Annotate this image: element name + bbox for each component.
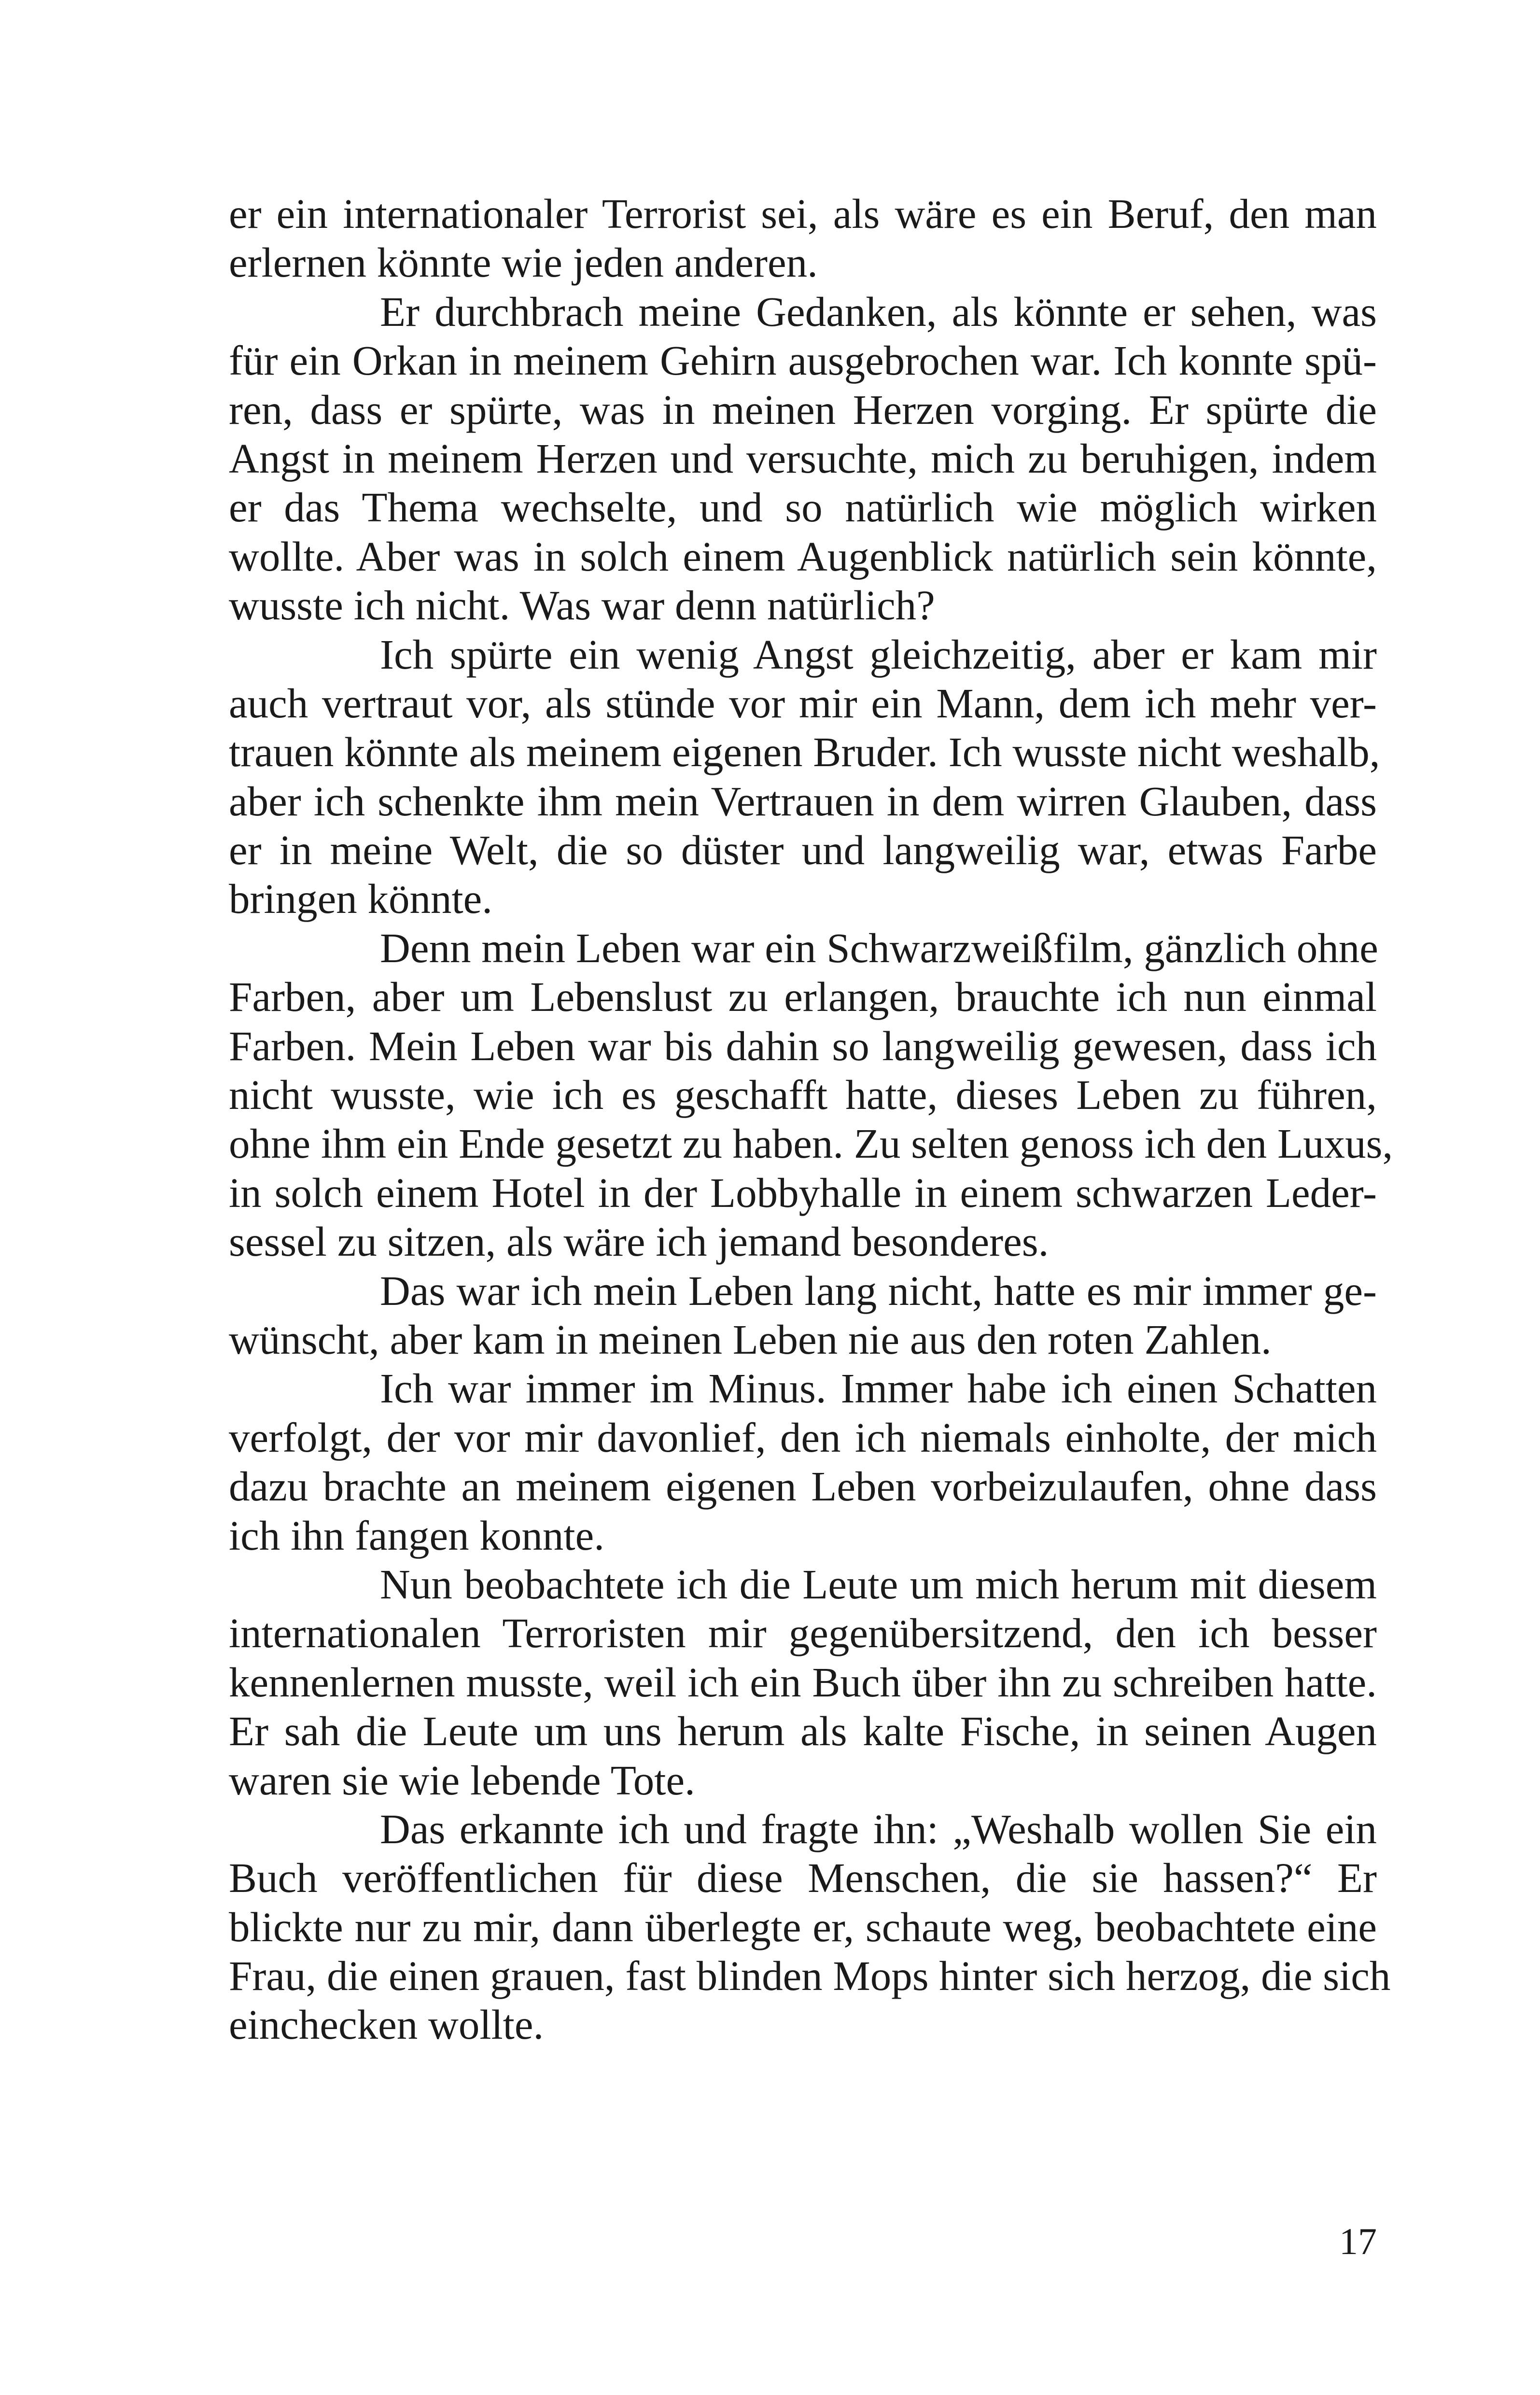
text-line: Frau, die einen grauen, fast blinden Mops hinter sich herzog, die sich [229, 1952, 1391, 2000]
text-line: nicht wusste, wie ich es geschafft hatte, dieses Leben zu führen, [229, 1071, 1377, 1119]
paragraph [229, 924, 1393, 1266]
text-line: auch vertraut vor, als stünde vor mir ein Mann, dem ich mehr ver- [229, 679, 1377, 727]
text-line: dazu brachte an meinem eigenen Leben vorbeizulaufen, ohne dass [229, 1463, 1377, 1510]
text-line: einchecken wollte. [229, 2001, 544, 2048]
paragraph [229, 287, 1377, 630]
text-line: wünscht, aber kam in meinen Leben nie aus den roten Zahlen. [229, 1316, 1272, 1363]
text-line: kennenlernen musste, weil ich ein Buch über ihn zu schreiben hatte. [229, 1658, 1377, 1706]
text-line: verfolgt, der vor mir davonlief, den ich niemals einholte, der mich [229, 1414, 1377, 1461]
text-line: Das war ich mein Leben lang nicht, hatte es mir immer ge- [380, 1267, 1377, 1314]
text-line: aber ich schenkte ihm mein Vertrauen in dem wirren Glauben, dass [229, 777, 1377, 825]
text-line: Farben, aber um Lebenslust zu erlangen, brauchte ich nun einmal [229, 973, 1377, 1021]
text-line: Er durchbrach meine Gedanken, als könnte er sehen, was [380, 288, 1377, 335]
paragraph [229, 1805, 1391, 2049]
text-line: ohne ihm ein Ende gesetzt zu haben. Zu selten genoss ich den Luxus, [229, 1120, 1393, 1167]
text-line: Denn mein Leben war ein Schwarzweißfilm, gänzlich ohne [380, 924, 1378, 971]
text-line: trauen könnte als meinem eigenen Bruder. Ich wusste nicht weshalb, [229, 728, 1380, 776]
paragraph [229, 189, 1377, 287]
text-line: waren sie wie lebende Tote. [229, 1756, 695, 1804]
text-line: Angst in meinem Herzen und versuchte, mich zu beruhigen, indem [229, 434, 1377, 482]
text-line: wusste ich nicht. Was war denn natürlich? [229, 582, 935, 629]
paragraph [229, 630, 1380, 924]
page-number: 17 [1339, 2220, 1377, 2262]
text-line: für ein Orkan in meinem Gehirn ausgebrochen war. Ich konnte spü- [229, 337, 1377, 384]
paragraph [229, 1560, 1377, 1805]
text-line: er ein internationaler Terrorist sei, als wäre es ein Beruf, den man [229, 190, 1377, 237]
text-line: Das erkannte ich und fragte ihn: „Weshalb wollen Sie ein [380, 1805, 1377, 1852]
text-line: wollte. Aber was in solch einem Augenblick natürlich sein könnte, [229, 532, 1377, 580]
text-line: blickte nur zu mir, dann überlegte er, schaute weg, beobachtete eine [229, 1903, 1377, 1950]
text-line: Buch veröffentlichen für diese Menschen, die sie hassen?“ Er [229, 1854, 1377, 1902]
text-line: internationalen Terroristen mir gegenübersitzend, den ich besser [229, 1610, 1377, 1657]
text-line: bringen könnte. [229, 875, 493, 923]
text-line: Ich spürte ein wenig Angst gleichzeitig, aber er kam mir [380, 630, 1377, 678]
body-text [229, 189, 1393, 2049]
text-line: Ich war immer im Minus. Immer habe ich einen Schatten [380, 1365, 1377, 1412]
text-line: ich ihn fangen konnte. [229, 1512, 604, 1559]
text-line: ren, dass er spürte, was in meinen Herzen vorging. Er spürte die [229, 386, 1377, 433]
text-line: Er sah die Leute um uns herum als kalte Fische, in seinen Augen [229, 1708, 1377, 1755]
text-line: Nun beobachtete ich die Leute um mich herum mit diesem [380, 1560, 1377, 1608]
paragraph [229, 1364, 1377, 1560]
text-line: in solch einem Hotel in der Lobbyhalle in einem schwarzen Leder- [229, 1169, 1377, 1216]
text-line: er in meine Welt, die so düster und langweilig war, etwas Farbe [229, 826, 1377, 874]
text-line: Farben. Mein Leben war bis dahin so langweilig gewesen, dass ich [229, 1022, 1377, 1069]
text-line: erlernen könnte wie jeden anderen. [229, 239, 818, 286]
text-line: sessel zu sitzen, als wäre ich jemand besonderes. [229, 1218, 1049, 1265]
text-line: er das Thema wechselte, und so natürlich wie möglich wirken [229, 484, 1377, 531]
paragraph [229, 1266, 1377, 1364]
